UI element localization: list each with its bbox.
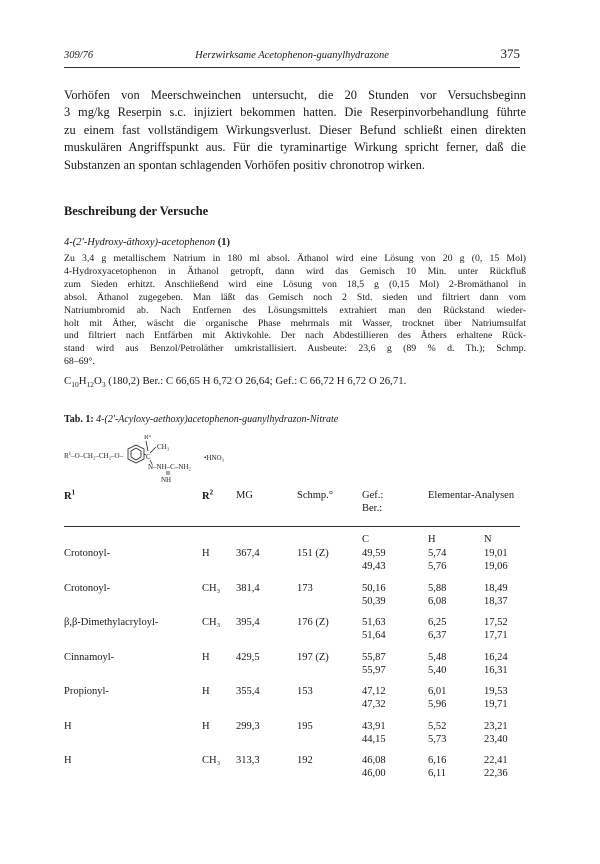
cell-c-found: 50,16 <box>362 582 386 594</box>
cell-c-calc: 49,43 <box>362 561 386 572</box>
svg-text:N–NH–C–NH₂: N–NH–C–NH₂ <box>148 463 191 471</box>
cell-h-found: 5,88 <box>428 582 447 594</box>
header-rule <box>64 67 520 68</box>
svg-text:R1–O–CH₂–CH₂–O–: $R^1-O-CH_2-CH_2-O-$ <box>64 452 124 460</box>
cell-r2: CH₃ <box>202 755 221 766</box>
procedure-line: stand wird aus Benzol/Petroläther umkristallisiert. Ausbeute: 23,6 g (89 % d. Th.); Schmp. <box>64 343 526 355</box>
cell-c-calc: 47,32 <box>362 699 386 710</box>
cell-c-calc: 46,00 <box>362 768 386 779</box>
cell-mg: 381,4 <box>236 582 260 594</box>
cell-n-found: 18,49 <box>484 582 508 594</box>
body-line: Substanzen an spontan schlagenden Vorhöfen positiv chronotrop wirken. <box>64 157 425 172</box>
procedure-line: Natriumbromid ab. Nach Entfernen des Lösungsmittels extrahiert man den Rückstand wieder- <box>64 304 526 316</box>
cell-c-found: 43,91 <box>362 720 386 732</box>
cell-c-found: 47,12 <box>362 686 386 697</box>
procedure-line: 4-Hydroxyacetophenon in Äthanol getropft, dann wird das Gemisch 10 Min. unter Rückfluß <box>64 265 526 277</box>
cell-mp: 195 <box>297 720 313 732</box>
cell-n-found: 23,21 <box>484 720 508 732</box>
cell-mg: 367,4 <box>236 548 260 559</box>
cell-n-calc: 23,40 <box>484 733 508 745</box>
section-heading: Beschreibung der Versuche <box>64 204 209 218</box>
cell-r1: Crotonoyl- <box>64 548 111 559</box>
cell-c-calc: 55,97 <box>362 664 386 676</box>
table-title: 4-(2'-Acyloxy-aethoxy)acetophenon-guanylhydrazon-Nitrate <box>96 414 339 425</box>
col-header-r2: $R^2$ <box>202 488 214 502</box>
compound-number: (1) <box>217 237 230 248</box>
svg-text:CH₃: CH₃ <box>157 443 170 451</box>
cell-mp: 173 <box>297 582 313 594</box>
cell-n-found: 19,53 <box>484 686 508 697</box>
cell-r2: H <box>202 651 210 663</box>
col-header-calc: Ber.: <box>362 503 383 514</box>
cell-h-calc: 5,40 <box>428 664 447 676</box>
procedure-line: holt mit Äther, wäscht die organische Phase mehrmals mit Wasser, trocknet über Natriumsulfat <box>64 317 526 329</box>
cell-r2: H <box>202 548 210 559</box>
svg-text:R2: $R^2$ <box>144 435 152 441</box>
cell-mp: 153 <box>297 686 313 697</box>
cell-r2: H <box>202 720 210 732</box>
cell-n-calc: 22,36 <box>484 768 508 779</box>
cell-n-calc: 17,71 <box>484 630 508 641</box>
cell-r1: H <box>64 755 72 766</box>
cell-r1: Crotonoyl- <box>64 582 111 594</box>
cell-mp: 176 (Z) <box>297 617 329 628</box>
cell-h-found: 5,74 <box>428 548 447 559</box>
cell-mp: 151 (Z) <box>297 548 329 559</box>
col-header-r1: $R^1$ <box>64 488 76 502</box>
cell-c-found: 55,87 <box>362 651 386 663</box>
cell-h-found: 6,01 <box>428 686 447 697</box>
cell-n-calc: 19,71 <box>484 699 508 710</box>
procedure-line: Zu 3,4 g metallischem Natrium in 180 ml absol. Äthanol wird eine Lösung von 20 g (0, 15 Mol) <box>64 253 526 264</box>
compound-name: 4-(2'-Hydroxy-äthoxy)-acetophenon <box>64 237 216 248</box>
elemental-formula: $C_{10}H_{12}O_3$ (180,2) Ber.: C 66,65 H 6,72 O 26,64; Gef.: C 66,72 H 6,72 O 26,71. <box>64 375 407 390</box>
cell-h-found: 6,16 <box>428 755 447 766</box>
cell-h-calc: 6,08 <box>428 595 447 607</box>
cell-n-found: 19,01 <box>484 548 508 559</box>
cell-c-found: 49,59 <box>362 548 386 559</box>
cell-h-calc: 5,76 <box>428 561 447 572</box>
cell-r1: Cinnamoyl- <box>64 651 115 663</box>
col-header-found: Gef.: <box>362 490 384 501</box>
cell-h-calc: 6,11 <box>428 768 446 779</box>
body-line: Vorhöfen von Meerschweinchen untersucht, die 20 Stunden vor Versuchsbeginn <box>64 88 526 102</box>
cell-mg: 299,3 <box>236 720 260 732</box>
body-line: muskulären Angriffspunkt aus. Für die tyraminartige Wirkung spricht ferner, daß die <box>64 140 526 155</box>
cell-c-calc: 51,64 <box>362 630 386 641</box>
cell-h-calc: 5,73 <box>428 733 447 745</box>
col-header-c: C <box>362 534 370 545</box>
cell-c-calc: 50,39 <box>362 595 386 607</box>
cell-c-calc: 44,15 <box>362 733 386 745</box>
running-head <box>64 46 520 66</box>
procedure-line: und filtriert nach Entfärben mit Aktivkohle. Der nach Abdestillieren des Äthers erhaltene Rück- <box>64 330 526 342</box>
procedure-line: absol. Äthanol zugegeben. Man läßt das Gemisch noch 2 Std. sieden und filtriert dann vom <box>64 291 526 303</box>
col-header-n: N <box>484 534 492 545</box>
cell-mp: 197 (Z) <box>297 651 329 663</box>
col-header-mg: MG <box>236 490 253 501</box>
cell-c-found: 46,08 <box>362 755 386 766</box>
structural-formula <box>64 435 244 485</box>
cell-r1: Propionyl- <box>64 686 109 697</box>
table-header-rule <box>64 526 520 527</box>
cell-c-found: 51,63 <box>362 617 386 628</box>
running-title: Herzwirksame Acetophenon-guanylhydrazone <box>195 50 389 61</box>
body-paragraph <box>64 87 526 174</box>
table-label: Tab. 1: <box>64 414 94 425</box>
cell-n-calc: 16,31 <box>484 664 508 676</box>
cell-mg: 313,3 <box>236 755 260 766</box>
page-number: 375 <box>500 46 520 61</box>
table-caption <box>64 414 338 425</box>
cell-r2: CH₃ <box>202 617 221 628</box>
cell-mg: 395,4 <box>236 617 260 628</box>
cell-n-calc: 18,37 <box>484 595 508 607</box>
body-line: zu einem fast vollständigem Wirkungsverlust. Dieser Befund schließt einen direkten <box>64 122 526 137</box>
cell-n-found: 17,52 <box>484 617 508 628</box>
procedure-text <box>64 253 526 369</box>
col-header-mp: Schmp.° <box>297 490 333 501</box>
cell-r2: CH₃ <box>202 582 221 594</box>
cell-mg: 355,4 <box>236 686 260 697</box>
body-line: 3 mg/kg Reserpin s.c. injiziert bekommen hatten. Die Reserpinvorbehandlung führte <box>64 105 526 120</box>
journal-page <box>64 0 544 864</box>
cell-mp: 192 <box>297 755 313 766</box>
cell-n-calc: 19,06 <box>484 561 508 572</box>
cell-n-found: 22,41 <box>484 755 508 766</box>
cell-h-calc: 6,37 <box>428 630 447 641</box>
svg-text:NH: NH <box>161 476 172 484</box>
procedure-line: zum Sieden erhitzt. Anschließend wird eine Lösung von 18,5 g (0,15 Mol) 2-Bromäthanol in <box>64 278 526 290</box>
cell-h-found: 5,48 <box>428 651 447 663</box>
cell-mg: 429,5 <box>236 651 260 663</box>
svg-text:C: C <box>146 453 151 461</box>
cell-r2: H <box>202 686 210 697</box>
col-header-analysis: Elementar-Analysen <box>428 490 515 501</box>
cell-h-found: 5,52 <box>428 720 447 732</box>
svg-text:•HNO₃: •HNO₃ <box>204 454 225 462</box>
cell-r1: β,β-Dimethylacryloyl- <box>64 617 159 628</box>
compound-heading <box>64 237 230 248</box>
col-header-h: H <box>428 534 436 545</box>
procedure-line: 68–69°. <box>64 356 95 368</box>
journal-issue: 309/76 <box>64 50 94 61</box>
cell-n-found: 16,24 <box>484 651 508 663</box>
cell-h-calc: 5,96 <box>428 699 447 710</box>
cell-h-found: 6,25 <box>428 617 447 628</box>
cell-r1: H <box>64 720 72 732</box>
